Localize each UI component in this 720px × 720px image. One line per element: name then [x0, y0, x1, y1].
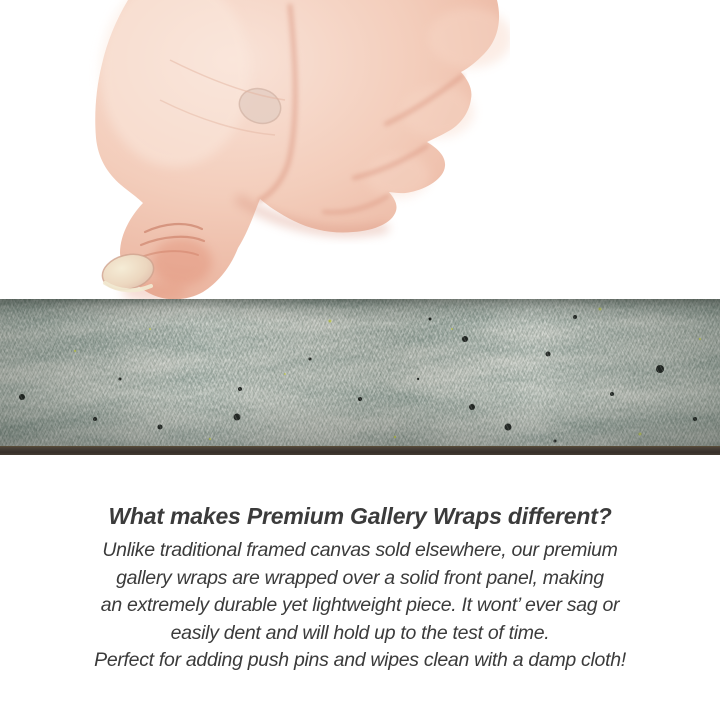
hand-illustration	[50, 0, 510, 310]
knuckle-highlight	[428, 8, 510, 68]
body-line: an extremely durable yet lightweight piece. It wont’ ever sag or	[100, 594, 620, 616]
canvas-bottom-edge	[0, 446, 720, 455]
heading: What makes Premium Gallery Wraps different?	[108, 503, 612, 529]
body-line: Unlike traditional framed canvas sold elsewhere, our premium	[102, 539, 618, 561]
canvas-strip	[0, 299, 720, 455]
thumb-pressure-redness	[152, 238, 212, 286]
text-section	[0, 502, 720, 675]
body-line: easily dent and will hold up to the test of time.	[170, 621, 550, 644]
hand-photo	[50, 0, 510, 310]
body-line: Perfect for adding push pins and wipes clean with a damp cloth!	[94, 649, 626, 671]
body-line: gallery wraps are wrapped over a solid front panel, making	[116, 566, 604, 589]
canvas-tone-overlay	[0, 299, 720, 446]
